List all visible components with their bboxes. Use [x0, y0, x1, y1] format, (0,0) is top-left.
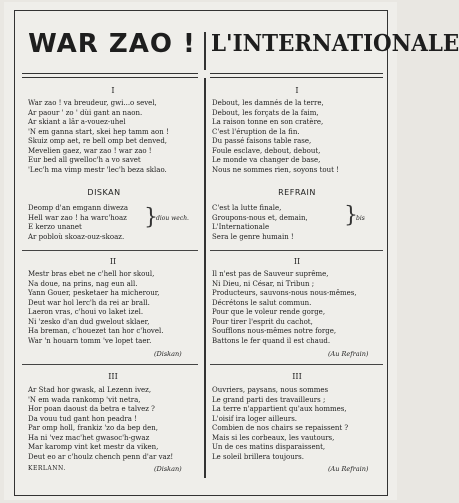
title-divider	[204, 32, 206, 70]
verse-line: Ni 'zesko d'an dud gwelout sklaer,	[28, 317, 150, 326]
verse-line: Da vouu tud gant hon peadra !	[28, 414, 137, 423]
verse-line: Skuiz omp aet, re bell omp bet denved,	[28, 137, 168, 145]
verse-line: Le soleil brillera toujours.	[212, 452, 304, 461]
verse-line: Le monde va changer de base,	[212, 156, 321, 164]
verse-line: Ar paour ' zo ' dùi gant an naon.	[28, 108, 143, 117]
verse-line: 'N em ganna start, skei hep tamm aon !	[28, 127, 169, 136]
verse-line: Par omp holl, frankiz 'zo da bep den,	[28, 424, 158, 432]
left-verse3	[28, 386, 173, 462]
verse-line: Ha ni 'vez mac'het gwasoc'h-gwaz	[28, 433, 150, 442]
verse-line: Producteurs, sauvons-nous nous-mêmes,	[212, 289, 357, 297]
chorus-brace-icon: }	[344, 203, 358, 228]
verse-line: Ouvriers, paysans, nous sommes	[212, 386, 329, 394]
verse-line: Soufflons nous-mêmes notre forge,	[212, 327, 337, 335]
left-verse1	[28, 99, 169, 175]
right-verse2	[212, 270, 357, 346]
right-verse2-numeral: II	[293, 257, 301, 266]
right-separator	[210, 250, 383, 251]
verse-line: 'N em wada rankomp 'vit netra,	[28, 395, 141, 404]
verse-line: Hor poan daoust da betra e talvez ?	[28, 405, 155, 413]
chorus-line: Deomp d'an emgann diweza	[28, 204, 129, 212]
chorus-brace-icon: }	[144, 205, 158, 230]
chorus-line: L'Internationale	[212, 223, 270, 231]
left-chorus-heading: DISKAN	[87, 188, 121, 197]
verse-line: Mestr bras ebet ne c'hell hor skoul,	[28, 270, 155, 278]
verse-line: Debout, les forçats de la faim,	[212, 108, 319, 117]
chorus-line: C'est la lutte finale,	[212, 204, 282, 212]
verse-line: C'est l'éruption de la fin.	[212, 127, 300, 136]
right-verse2-refrain: (Au Refrain)	[328, 350, 369, 358]
verse-line: Na doue, na prins, nag eun all.	[28, 279, 138, 288]
verse-line: Décrétons le salut commun.	[212, 298, 312, 307]
verse-line: Eur bed all gwelloc'h a vo savet	[28, 156, 141, 164]
verse-line: Le grand parti des travailleurs ;	[212, 395, 326, 404]
breton-title: WAR ZAO !	[28, 29, 196, 59]
right-title-rule	[210, 73, 383, 78]
chorus-line: Hell war zao ! ha warc'hoaz	[28, 213, 127, 222]
verse-line: 'Lec'h ma vimp mestr 'lec'h beza sklao.	[28, 165, 167, 174]
left-verse3-numeral: III	[108, 372, 118, 381]
author-signature: KERLANN.	[28, 465, 66, 472]
chorus-line: Ar pobloù skoaz-ouz-skoaz.	[28, 232, 125, 241]
verse-line: Mevelien gaez, war zao ! war zao !	[28, 146, 152, 155]
right-repeat-note: bis	[356, 215, 365, 222]
left-verse3-refrain: (Diskan)	[154, 465, 182, 473]
french-title: L'INTERNATIONALE	[211, 30, 459, 57]
verse-line: Debout, les damnés de la terre,	[212, 99, 324, 107]
left-separator	[22, 250, 198, 251]
left-title-rule	[22, 73, 198, 78]
verse-line: Mais si les corbeaux, les vautours,	[212, 433, 335, 442]
verse-line: Yann Gouer, pesketaer ha micherour,	[28, 289, 160, 297]
left-verse1-numeral: I	[111, 86, 115, 95]
verse-line: Un de ces matins disparaissent,	[212, 443, 326, 451]
right-verse3	[212, 386, 348, 462]
right-verse3-refrain: (Au Refrain)	[328, 465, 369, 473]
right-verse3-numeral: III	[292, 372, 302, 381]
verse-line: Foule esclave, debout, debout,	[212, 146, 321, 155]
left-verse2-numeral: II	[109, 257, 117, 266]
right-chorus	[212, 204, 308, 242]
column-divider	[204, 78, 206, 478]
left-repeat-note: diou wech.	[156, 215, 189, 222]
left-separator	[22, 364, 198, 365]
left-chorus	[28, 204, 128, 242]
verse-line: Combien de nos chairs se repaissent ?	[212, 424, 349, 432]
verse-line: Pour tirer l'esprit du cachot,	[212, 317, 313, 326]
verse-line: Deut eo ar c'houlz chench penn d'ar vaz!	[28, 452, 174, 461]
verse-line: L'oisif ira loger ailleurs.	[212, 414, 298, 423]
verse-line: Battons le fer quand il est chaud.	[212, 336, 331, 345]
verse-line: War zao ! va breudeur, gwi...o sevel,	[28, 99, 157, 107]
verse-line: Ni Dieu, ni César, ni Tribun ;	[212, 279, 315, 288]
verse-line: Laeron vras, c'houi vo laket izel.	[28, 308, 144, 316]
left-verse2-refrain: (Diskan)	[154, 350, 182, 358]
verse-line: Ar skiant a lâr a-vouez-uhel	[28, 118, 126, 126]
left-verse2	[28, 270, 163, 346]
right-verse1-numeral: I	[295, 86, 299, 95]
verse-line: Ha breman, c'houezet tan hor c'hovel.	[28, 327, 164, 335]
right-verse1	[212, 99, 339, 175]
page-sheet	[4, 2, 459, 500]
verse-line: Deut war hol lerc'h da rei ar brall.	[28, 298, 150, 307]
right-separator	[210, 364, 383, 365]
verse-line: Mar karomp vint ket mestr da viken,	[28, 443, 159, 451]
chorus-line: Sera le genre humain !	[212, 232, 294, 241]
verse-line: La terre n'appartient qu'aux hommes,	[212, 405, 347, 413]
verse-line: Il n'est pas de Sauveur suprême,	[212, 270, 329, 278]
chorus-line: E kerzo unanet	[28, 223, 82, 231]
verse-line: Nous ne sommes rien, soyons tout !	[212, 165, 339, 174]
chorus-line: Groupons-nous et, demain,	[212, 213, 308, 222]
verse-line: Ar Stad hor gwask, al Lezenn ivez,	[28, 386, 152, 394]
right-chorus-heading: REFRAIN	[278, 188, 316, 197]
verse-line: Du passé faisons table rase,	[212, 137, 312, 145]
verse-line: La raison tonne en son cratère,	[212, 118, 324, 126]
verse-line: War 'n houarn tomm 've lopet taer.	[28, 336, 152, 345]
verse-line: Pour que le voleur rende gorge,	[212, 308, 326, 316]
